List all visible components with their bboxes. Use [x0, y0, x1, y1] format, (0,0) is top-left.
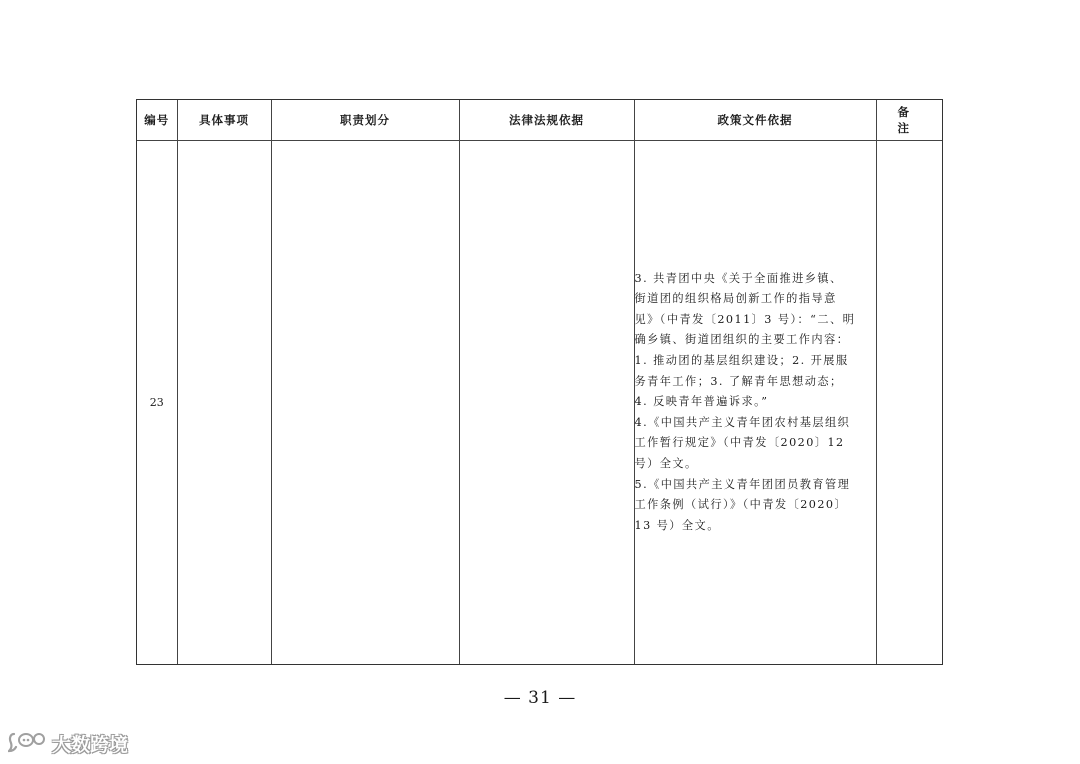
policy-line: 工作暂行规定》（中青发〔2020〕12 — [634, 436, 845, 450]
policy-table — [137, 100, 945, 664]
header-legal-basis: 法律法规依据 — [459, 100, 634, 141]
policy-line: 号）全文。 — [634, 456, 698, 470]
cell-specific-item — [177, 141, 271, 665]
cell-remarks — [876, 141, 942, 665]
policy-line: 5.《中国共产主义青年团团员教育管理 — [634, 477, 851, 491]
header-remarks: 备 注 — [876, 100, 942, 141]
table-row — [137, 141, 942, 665]
policy-line: 13 号）全文。 — [634, 518, 720, 532]
header-number: 编号 — [137, 100, 177, 141]
policy-line: 见》（中青发〔2011〕3 号）：“二、明 — [634, 312, 856, 326]
policy-line: 1. 推动团的基层组织建设；2. 开展服 — [634, 354, 849, 368]
chat-bubble-logo-icon — [8, 731, 48, 755]
policy-line: 3. 共青团中央《关于全面推进乡镇、 — [634, 271, 843, 285]
header-specific-item: 具体事项 — [177, 100, 271, 141]
cell-responsibility — [271, 141, 459, 665]
page-number: — 31 — — [503, 688, 577, 708]
header-policy-basis: 政策文件依据 — [634, 100, 876, 141]
policy-line: 务青年工作；3. 了解青年思想动态； — [634, 374, 843, 388]
policy-line: 4. 反映青年普遍诉求。” — [634, 395, 769, 409]
policy-line: 4.《中国共产主义青年团农村基层组织 — [634, 415, 851, 429]
policy-line: 工作条例（试行）》（中青发〔2020〕 — [634, 498, 848, 512]
cell-legal-basis — [459, 141, 634, 665]
cell-policy-basis — [634, 141, 876, 665]
policy-table-frame — [136, 99, 943, 665]
policy-basis-text — [635, 269, 876, 537]
watermark-text: 大数跨境 — [52, 733, 129, 756]
cell-number: 23 — [137, 141, 177, 665]
header-responsibility: 职责划分 — [271, 100, 459, 141]
watermark — [8, 728, 128, 758]
policy-line: 街道团的组织格局创新工作的指导意 — [634, 292, 837, 306]
policy-line: 确乡镇、街道团组织的主要工作内容： — [634, 333, 850, 347]
table-header-row — [137, 100, 942, 141]
